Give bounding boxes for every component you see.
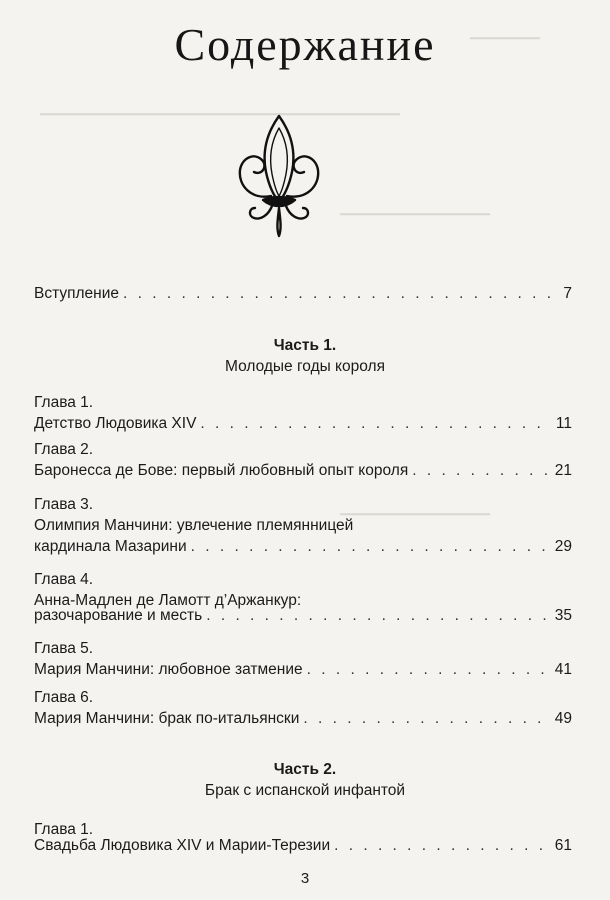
leader-dots xyxy=(334,836,551,856)
toc-page-number: 29 xyxy=(554,538,572,555)
toc-page-number: 49 xyxy=(554,710,572,727)
leader-dots xyxy=(412,461,551,481)
toc-page-number: 21 xyxy=(554,462,572,479)
toc-entry-label: кардинала Мазарини xyxy=(34,538,187,555)
page-title: Содержание xyxy=(174,19,436,70)
toc-entry-label: Мария Манчини: брак по-итальянски xyxy=(34,710,300,727)
leader-dots xyxy=(206,606,551,626)
fleur-de-lis-icon xyxy=(232,112,326,240)
toc-page-number: 35 xyxy=(554,607,572,624)
bleed-through-texture: ▁▁▁▁▁▁▁ xyxy=(470,24,540,39)
toc-entry-label: Баронесса де Бове: первый любовный опыт короля xyxy=(34,462,409,479)
toc-entry-chapter[interactable] xyxy=(34,709,572,729)
leader-dots xyxy=(303,709,550,729)
toc-entry-chapter[interactable] xyxy=(34,660,572,680)
toc-page-number: 11 xyxy=(555,415,572,432)
leader-dots xyxy=(191,537,551,557)
toc-entry-label: Вступление xyxy=(34,285,120,302)
toc-entry-label: Свадьба Людовика XIV и Марии-Терезии xyxy=(34,837,331,854)
part-number: Часть 1. xyxy=(273,337,337,354)
toc-page-number: 41 xyxy=(554,661,572,678)
part-title: Брак с испанской инфантой xyxy=(204,782,406,799)
leader-dots xyxy=(123,284,554,304)
chapter-heading: Глава 1. xyxy=(34,394,94,411)
chapter-heading: Глава 6. xyxy=(34,689,94,706)
toc-page-number: 7 xyxy=(563,285,572,302)
bleed-through-texture: ▁▁▁▁▁▁▁▁▁▁▁▁▁▁▁▁▁▁▁▁▁▁▁▁▁▁▁▁▁▁▁▁▁▁▁▁ xyxy=(40,100,400,115)
chapter-heading: Глава 2. xyxy=(34,441,94,458)
toc-entry-chapter[interactable] xyxy=(34,836,572,856)
toc-entry-chapter[interactable] xyxy=(34,537,572,557)
toc-entry-intro[interactable] xyxy=(34,284,572,304)
chapter-heading: Глава 3. xyxy=(34,496,94,513)
toc-entry-label: Олимпия Манчини: увлечение племянницей xyxy=(34,517,354,534)
leader-dots xyxy=(307,660,551,680)
toc-entry-label: Мария Манчини: любовное затмение xyxy=(34,661,303,678)
chapter-heading: Глава 4. xyxy=(34,571,94,588)
page-number: 3 xyxy=(300,870,310,887)
chapter-heading: Глава 1. xyxy=(34,821,94,838)
bleed-through-texture: ▁▁▁▁▁▁▁▁▁▁▁▁▁▁▁ xyxy=(340,200,490,215)
toc-entry-label: разочарование и месть xyxy=(34,607,203,624)
toc-page-number: 61 xyxy=(554,837,572,854)
part-title: Молодые годы короля xyxy=(225,358,385,375)
toc-entry-label: Анна-Мадлен де Ламотт д’Аржанкур: xyxy=(34,592,302,609)
bleed-through-texture: ▁▁▁▁▁▁▁▁▁▁▁▁▁▁▁ xyxy=(340,500,490,515)
chapter-heading: Глава 5. xyxy=(34,640,94,657)
toc-entry-chapter[interactable] xyxy=(34,414,572,434)
leader-dots xyxy=(200,414,551,434)
toc-entry-chapter[interactable] xyxy=(34,461,572,481)
toc-entry-label: Детство Людовика XIV xyxy=(34,415,197,432)
toc-entry-chapter[interactable] xyxy=(34,606,572,626)
part-number: Часть 2. xyxy=(273,761,337,778)
